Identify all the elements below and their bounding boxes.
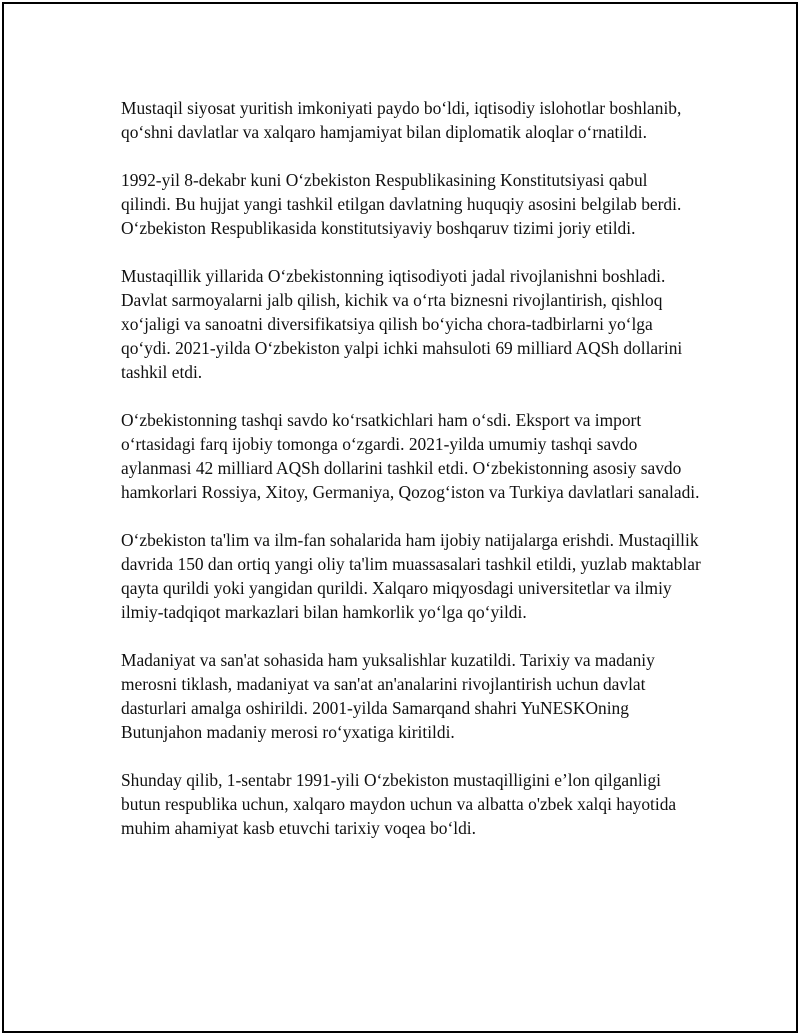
paragraph: Mustaqil siyosat yuritish imkoniyati paydo bo‘ldi, iqtisodiy islohotlar boshlanib, qo‘shni davlatlar va xalqaro hamjamiyat bilan diplomatik aloqlar o‘rnatildi.: [121, 98, 682, 142]
paragraph: Shunday qilib, 1-sentabr 1991-yili O‘zbekiston mustaqilligini e’lon qilganligi butun respublika uchun, xalqaro maydon uchun va albatta o'zbek xalqi hayotida muhim ahamiyat kasb etuvchi tarixiy voqea bo‘ldi.: [121, 770, 677, 838]
page-frame: [2, 2, 798, 1033]
paragraph: Mustaqillik yillarida O‘zbekistonning iqtisodiyoti jadal rivojlanishni boshladi. Davlat sarmoyalarni jalb qilish, kichik va o‘rta biznesni rivojlantirish, qishloq xo‘jaligi va sanoatni diversifikatsiya qilish bo‘yicha chora-tadbirlarni yo‘lga qo‘ydi. 2021-yilda O‘zbekiston yalpi ichki mahsuloti 69 milliard AQSh dollarini tashkil etdi.: [121, 266, 683, 382]
paragraph: O‘zbekistonning tashqi savdo ko‘rsatkichlari ham o‘sdi. Eksport va import o‘rtasidagi farq ijobiy tomonga o‘zgardi. 2021-yilda umumiy tashqi savdo aylanmasi 42 milliard AQSh dollarini tashkil etdi. O‘zbekistonning asosiy savdo hamkorlari Rossiya, Xitoy, Germaniya, Qozog‘iston va Turkiya davlatlari sanaladi.: [121, 410, 700, 502]
paragraph: O‘zbekiston ta'lim va ilm-fan sohalarida ham ijobiy natijalarga erishdi. Mustaqillik davrida 150 dan ortiq yangi oliy ta'lim muassasalari tashkil etildi, yuzlab maktablar qayta qurildi yoki yangidan qurildi. Xalqaro miqyosdagi universitetlar va ilmiy ilmiy-tadqiqot markazlari bilan hamkorlik yo‘lga qo‘yildi.: [121, 530, 701, 622]
document-body: [121, 96, 701, 864]
paragraph: 1992-yil 8-dekabr kuni O‘zbekiston Respublikasining Konstitutsiyasi qabul qilindi. Bu hujjat yangi tashkil etilgan davlatning huquqiy asosini belgilab berdi. O‘zbekiston Respublikasida konstitutsiyaviy boshqaruv tizimi joriy etildi.: [121, 170, 682, 238]
paragraph: Madaniyat va san'at sohasida ham yuksalishlar kuzatildi. Tarixiy va madaniy merosni tiklash, madaniyat va san'at an'analarini rivojlantirish uchun davlat dasturlari amalga oshirildi. 2001-yilda Samarqand shahri YuNESKOning Butunjahon madaniy merosi ro‘yxatiga kiritildi.: [121, 650, 655, 742]
